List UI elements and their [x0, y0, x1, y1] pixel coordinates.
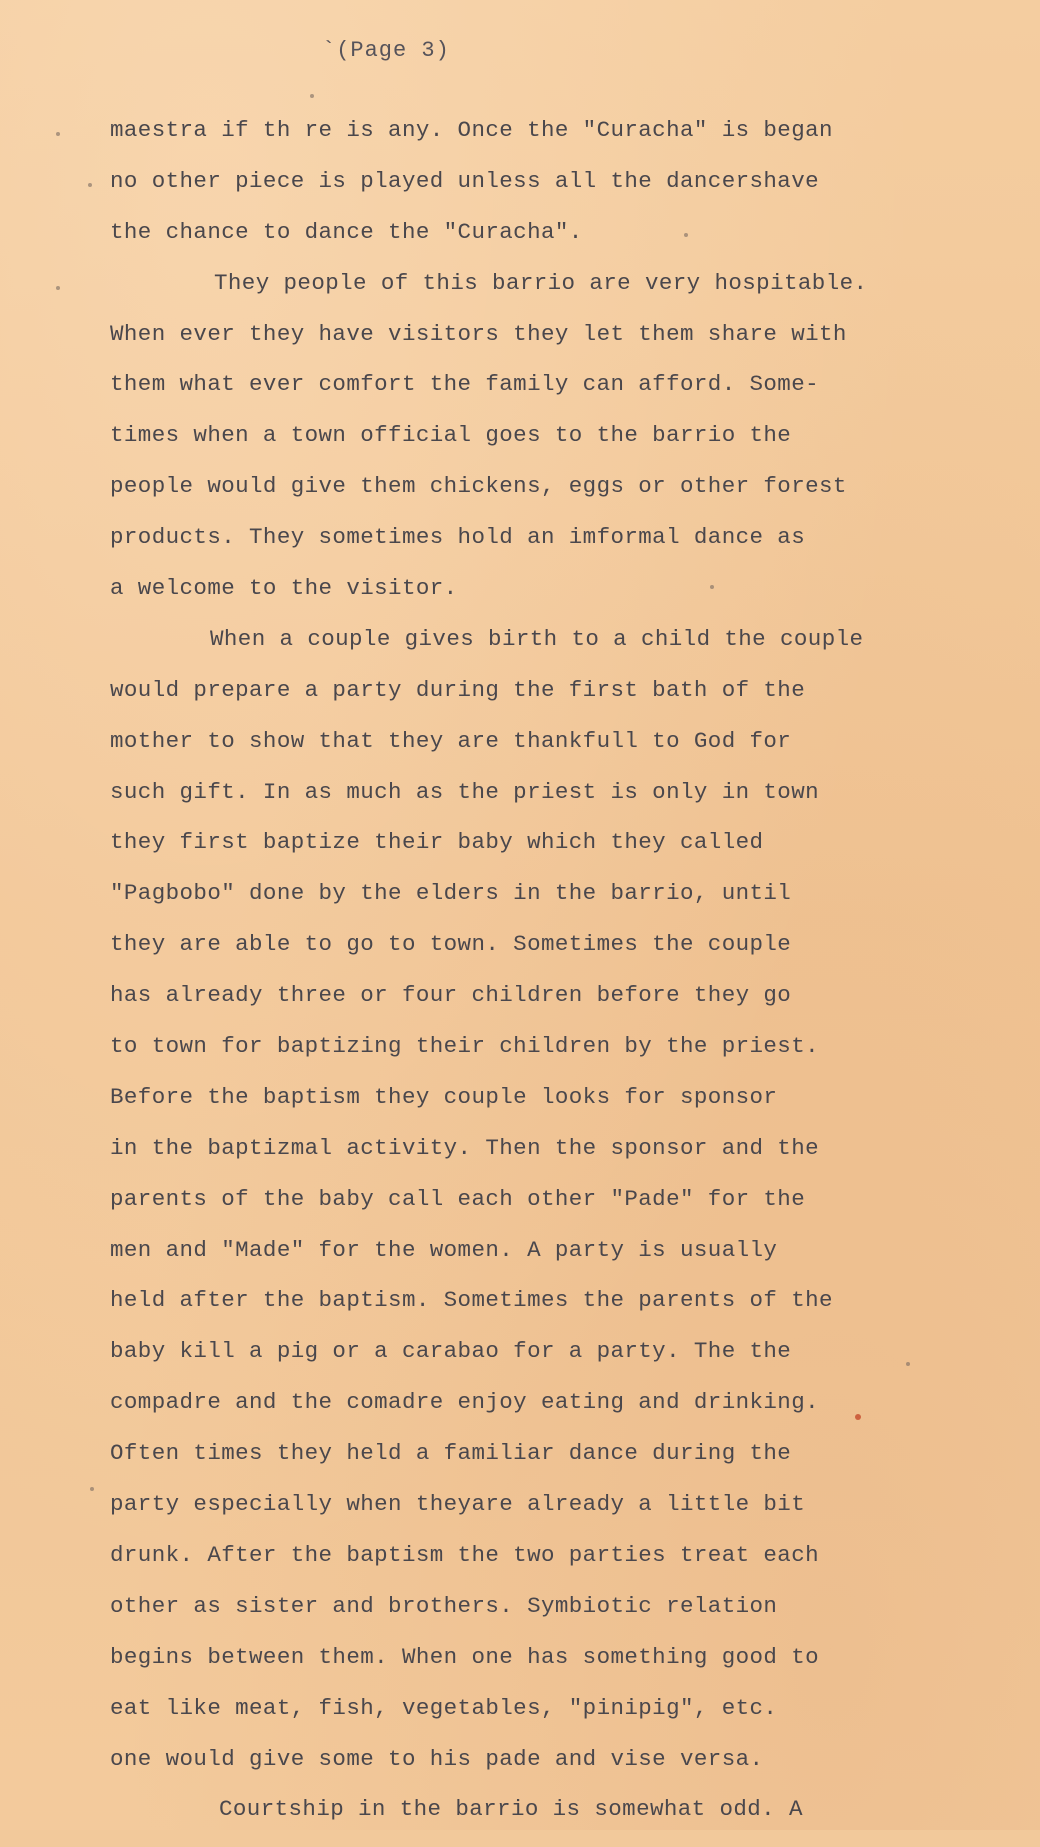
text-line: maestra if th re is any. Once the "Curacha" is began [110, 117, 833, 143]
text-line: begins between them. When one has something good to [110, 1643, 820, 1670]
text-line: compadre and the comadre enjoy eating and drinking. [110, 1389, 820, 1416]
text-line: they are able to go to town. Sometimes the couple [110, 931, 792, 958]
text-line: they first baptize their baby which they called [110, 829, 764, 856]
text-line: held after the baptism. Sometimes the parents of the [110, 1287, 833, 1314]
paper-speck [906, 1362, 910, 1366]
text-line: to town for baptizing their children by the priest. [110, 1033, 820, 1060]
text-line: times when a town official goes to the barrio the [110, 422, 792, 449]
text-line: When ever they have visitors they let them share with [110, 320, 847, 347]
text-line: They people of this barrio are very hospitable. [214, 269, 868, 296]
text-line: men and "Made" for the women. A party is usually [110, 1236, 778, 1263]
paper-speck [684, 233, 688, 237]
text-line: Courtship in the barrio is somewhat odd. A [219, 1796, 803, 1823]
text-line: in the baptizmal activity. Then the sponsor and the [110, 1134, 820, 1161]
text-line: other as sister and brothers. Symbiotic relation [110, 1592, 778, 1619]
body-text [110, 117, 990, 1847]
page-number-header: `(Page 3) [322, 38, 450, 63]
paper-speck [90, 1487, 94, 1491]
text-line: "Pagbobo" done by the elders in the barrio, until [110, 880, 792, 907]
paper-speck [56, 286, 60, 290]
text-line: Before the baptism they couple looks for sponsor [110, 1083, 778, 1110]
text-line: When a couple gives birth to a child the couple [210, 625, 864, 652]
text-line: such gift. In as much as the priest is only in town [110, 778, 820, 805]
paper-speck [310, 94, 314, 98]
text-line: has already three or four children before they go [110, 982, 792, 1009]
text-line: them what ever comfort the family can afford. Some- [110, 371, 820, 398]
paper-speck [88, 183, 92, 187]
text-line: baby kill a pig or a carabao for a party. The the [110, 1338, 792, 1365]
text-line: mother to show that they are thankfull to God for [110, 727, 792, 754]
text-line: the chance to dance the "Curacha". [110, 218, 583, 245]
paper-speck [710, 585, 714, 589]
text-line: one would give some to his pade and vise versa. [110, 1745, 764, 1772]
text-line: no other piece is played unless all the dancershave [110, 167, 820, 194]
text-line: Often times they held a familiar dance during the [110, 1440, 792, 1467]
text-line: drunk. After the baptism the two parties treat each [110, 1541, 820, 1568]
text-line: parents of the baby call each other "Pade" for the [110, 1185, 806, 1212]
text-line: party especially when theyare already a little bit [110, 1491, 806, 1518]
text-line: a welcome to the visitor. [110, 575, 458, 602]
paper-speck [855, 1414, 861, 1420]
paper-speck [56, 132, 60, 136]
text-line: people would give them chickens, eggs or other forest [110, 473, 847, 500]
text-line: products. They sometimes hold an imformal dance as [110, 524, 806, 551]
text-line: eat like meat, fish, vegetables, "pinipig", etc. [110, 1694, 778, 1721]
text-line: would prepare a party during the first bath of the [110, 676, 806, 703]
